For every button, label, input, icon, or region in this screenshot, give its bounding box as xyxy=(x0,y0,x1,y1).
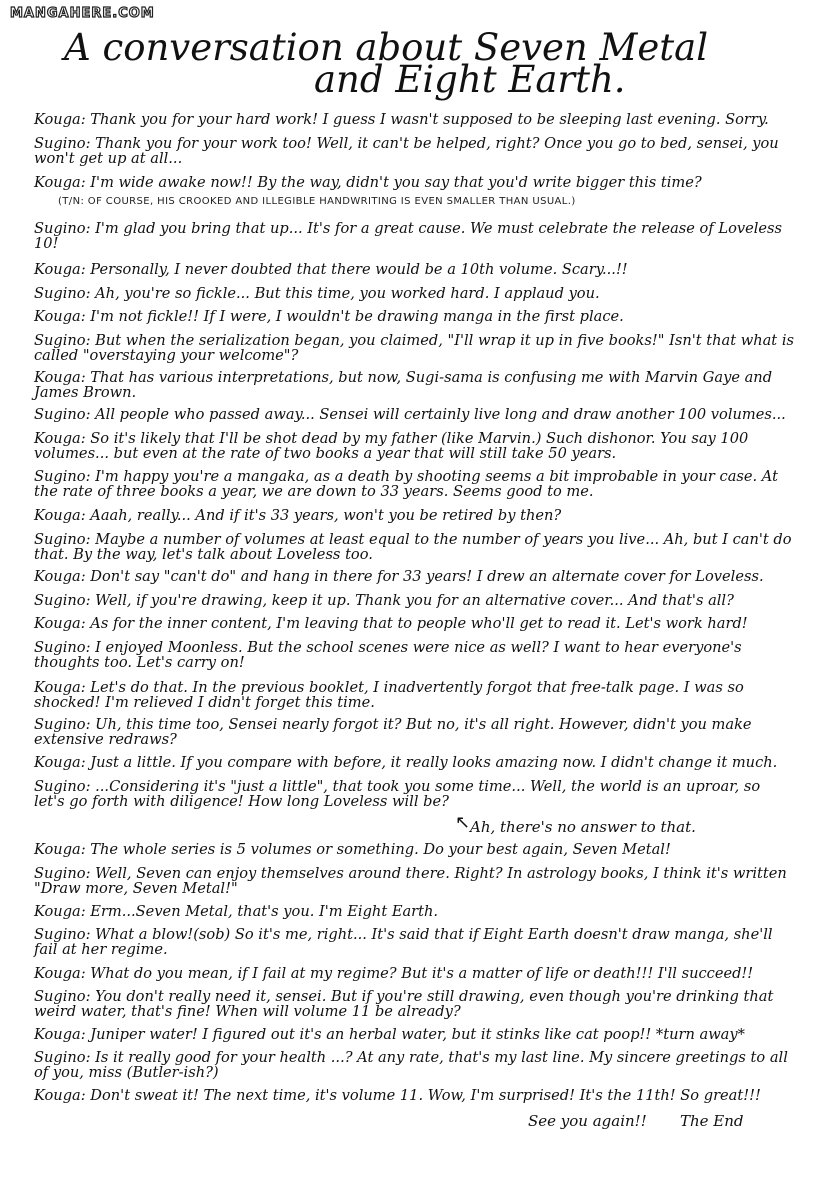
dialogue-line: Sugino: Uh, this time too, Sensei nearly forgot it? But no, it's all right. However, didn't you make extensive redraws? xyxy=(34,716,752,748)
page-title-line-1: A conversation about Seven Metal xyxy=(64,26,709,69)
dialogue-line: Kouga: So it's likely that I'll be shot dead by my father (like Marvin.) Such dishonor. You say 100 volumes... but even at the rate of two books a year that will still take 50 years. xyxy=(34,430,749,462)
dialogue-line: Kouga: Personally, I never doubted that there would be a 10th volume. Scary...!! xyxy=(34,261,628,278)
translator-note: (T/N: OF COURSE, HIS CROOKED AND ILLEGIBLE HANDWRITING IS EVEN SMALLER THAN USUAL.) xyxy=(58,196,576,207)
dialogue-line: Kouga: Aaah, really... And if it's 33 years, won't you be retired by then? xyxy=(34,507,562,524)
curved-arrow-icon: ↖ xyxy=(455,812,471,833)
dialogue-line: Sugino: But when the serialization began, you claimed, "I'll wrap it up in five books!" Isn't that what is called "overstaying your welcome"? xyxy=(34,332,794,364)
dialogue-line: Kouga: Just a little. If you compare with before, it really looks amazing now. I didn't change it much. xyxy=(34,754,778,771)
site-watermark: MANGAHERE.COM xyxy=(6,6,159,21)
page-title-line-2: and Eight Earth. xyxy=(314,58,626,101)
dialogue-line: Kouga: Thank you for your hard work! I guess I wasn't supposed to be sleeping last evening. Sorry. xyxy=(34,111,769,128)
dialogue-line: Sugino: Well, if you're drawing, keep it up. Thank you for an alternative cover... And that's all? xyxy=(34,592,734,609)
dialogue-line: Sugino: I'm happy you're a mangaka, as a death by shooting seems a bit improbable in your case. At the rate of three books a year, we are down to 33 years. Seems good to me. xyxy=(34,468,778,500)
dialogue-line: Sugino: I'm glad you bring that up... It's for a great cause. We must celebrate the release of Loveless 10! xyxy=(34,220,783,252)
dialogue-line: Kouga: The whole series is 5 volumes or something. Do your best again, Seven Metal! xyxy=(34,841,671,858)
dialogue-line: Kouga: Don't say "can't do" and hang in there for 33 years! I drew an alternate cover for Loveless. xyxy=(34,568,764,585)
dialogue-line: Kouga: Let's do that. In the previous booklet, I inadvertently forgot that free-talk page. I was so shocked! I'm relieved I didn't forget this time. xyxy=(34,679,744,711)
dialogue-line: Kouga: Erm...Seven Metal, that's you. I'm Eight Earth. xyxy=(34,903,439,920)
dialogue-line: Sugino: You don't really need it, sensei. But if you're still drawing, even though you're drinking that weird water, that's fine! When will volume 11 be already? xyxy=(34,988,774,1020)
dialogue-line: Sugino: All people who passed away... Sensei will certainly live long and draw another 100 volumes... xyxy=(34,406,786,423)
dialogue-line: Sugino: Thank you for your work too! Well, it can't be helped, right? Once you go to bed, sensei, you won't get up at all... xyxy=(34,135,779,167)
dialogue-line: Sugino: ...Considering it's "just a little", that took you some time... Well, the world is an uproar, so let's go forth with diligence! How long Loveless will be? xyxy=(34,778,761,810)
dialogue-line: Kouga: I'm not fickle!! If I were, I wouldn't be drawing manga in the first place. xyxy=(34,308,624,325)
dialogue-line: Kouga: That has various interpretations, but now, Sugi-sama is confusing me with Marvin Gaye and James Brown. xyxy=(34,369,773,401)
dialogue-line: Kouga: Juniper water! I figured out it's an herbal water, but it stinks like cat poop!! *turn away* xyxy=(34,1026,745,1043)
dialogue-line: Sugino: Ah, you're so fickle... But this time, you worked hard. I applaud you. xyxy=(34,285,600,302)
dialogue-line: Kouga: I'm wide awake now!! By the way, didn't you say that you'd write bigger this time? xyxy=(34,174,702,191)
dialogue-line: Sugino: Maybe a number of volumes at least equal to the number of years you live... Ah, but I can't do that. By the way, let's talk about Loveless too. xyxy=(34,531,792,563)
dialogue-line: Sugino: Is it really good for your health ...? At any rate, that's my last line. My sincere greetings to all of you, miss (Butler-ish?) xyxy=(34,1049,788,1081)
dialogue-line: Sugino: I enjoyed Moonless. But the school scenes were nice as well? I want to hear everyone's thoughts too. Let's carry on! xyxy=(34,639,742,671)
closing-the-end: The End xyxy=(680,1112,744,1130)
dialogue-line: Kouga: As for the inner content, I'm leaving that to people who'll get to read it. Let's work hard! xyxy=(34,615,748,632)
side-annotation: Ah, there's no answer to that. xyxy=(470,818,696,836)
dialogue-line: Sugino: Well, Seven can enjoy themselves around there. Right? In astrology books, I think it's written "Draw more, Seven Metal!" xyxy=(34,865,787,897)
dialogue-line: Sugino: What a blow!(sob) So it's me, right... It's said that if Eight Earth doesn't draw manga, she'll fail at her regime. xyxy=(34,926,773,958)
dialogue-line: Kouga: Don't sweat it! The next time, it's volume 11. Wow, I'm surprised! It's the 11th! So great!!! xyxy=(34,1087,761,1104)
closing-farewell: See you again!! xyxy=(528,1112,647,1130)
dialogue-line: Kouga: What do you mean, if I fail at my regime? But it's a matter of life or death!!! I'll succeed!! xyxy=(34,965,754,982)
